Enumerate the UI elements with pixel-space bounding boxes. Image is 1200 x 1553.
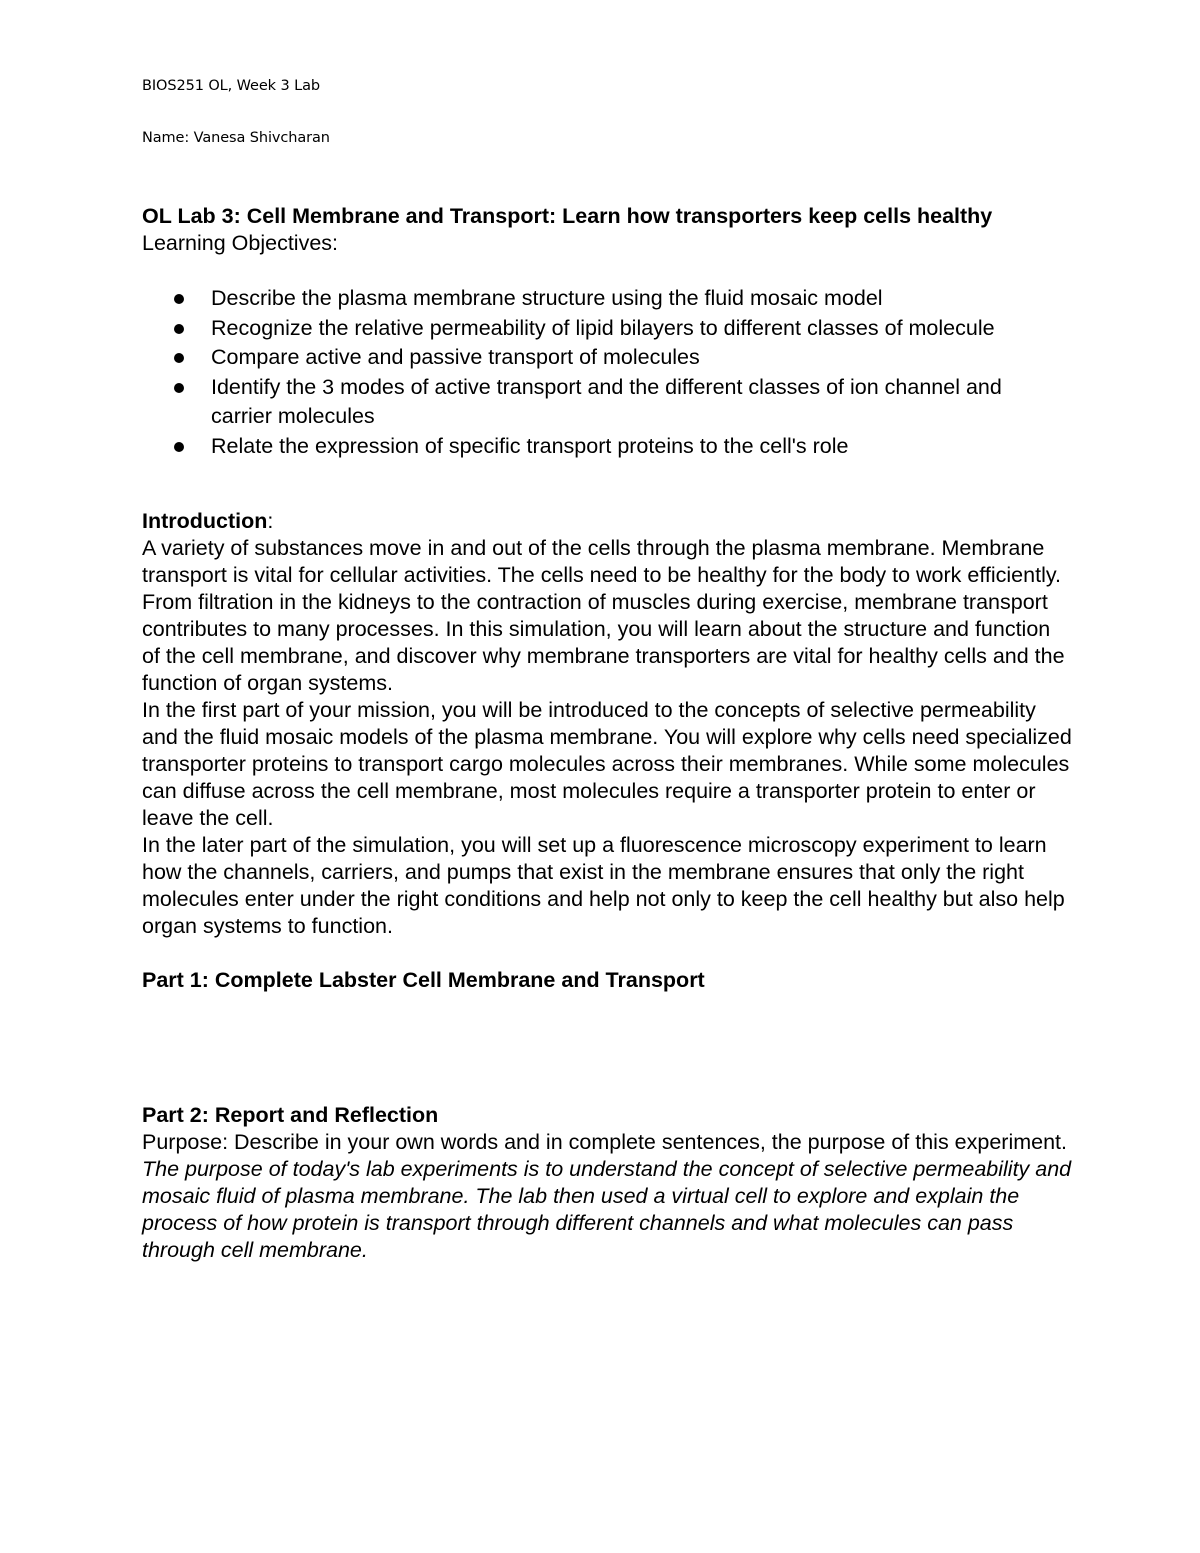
bullet-icon [174, 324, 184, 334]
bullet-icon [174, 383, 184, 393]
intro-paragraph: In the later part of the simulation, you will set up a fluorescence microscopy experiment to learn how the channels, carriers, and pumps that exist in the membrane ensures that only the right molecules enter under the right conditions and help not only to keep the cell healthy but also help organ systems to function. [142, 833, 1065, 938]
introduction-heading [142, 508, 1072, 535]
bullet-icon [174, 442, 184, 452]
list-item [142, 373, 1041, 432]
list-item [142, 284, 1041, 314]
student-name: Name: Vanesa Shivcharan [142, 130, 330, 146]
objectives-label: Learning Objectives: [142, 231, 338, 255]
objective-text: Compare active and passive transport of molecules [211, 345, 700, 369]
document-body [142, 203, 1072, 1264]
objective-text: Relate the expression of specific transport proteins to the cell's role [211, 433, 849, 458]
introduction-colon: : [267, 509, 274, 533]
lab-title: OL Lab 3: Cell Membrane and Transport: Learn how transporters keep cells healthy [142, 204, 993, 228]
course-header: BIOS251 OL, Week 3 Lab [142, 78, 320, 94]
part1-heading: Part 1: Complete Labster Cell Membrane and Transport [142, 968, 705, 992]
list-item [142, 432, 1041, 462]
objective-text: Recognize the relative permeability of lipid bilayers to different classes of molecule [211, 315, 995, 340]
list-item [142, 314, 1041, 344]
purpose-answer: The purpose of today's lab experiments is to understand the concept of selective permeability and mosaic fluid of plasma membrane. The lab then used a virtual cell to explore and explain the process of how protein is transport through different channels and what molecules can pass through cell membrane. [142, 1157, 1072, 1262]
objectives-list [142, 284, 1072, 461]
intro-paragraph: In the first part of your mission, you will be introduced to the concepts of selective permeability and the fluid mosaic models of the plasma membrane. You will explore why cells need specialized transporter proteins to transport cargo molecules across their membranes. While some molecules can diffuse across the cell membrane, most molecules require a transporter protein to enter or leave the cell. [142, 698, 1072, 830]
list-item [142, 343, 1041, 373]
purpose-prompt: Purpose: Describe in your own words and in complete sentences, the purpose of this experiment. [142, 1130, 1067, 1154]
intro-paragraph: A variety of substances move in and out of the cells through the plasma membrane. Membrane transport is vital for cellular activities. The cells need to be healthy for the body to work efficiently. From filtration in the kidneys to the contraction of muscles during exercise, membrane transport contributes to many processes. In this simulation, you will learn about the structure and function of the cell membrane, and discover why membrane transporters are vital for healthy cells and the function of organ systems. [142, 536, 1065, 695]
bullet-icon [174, 294, 184, 304]
part2-heading: Part 2: Report and Reflection [142, 1103, 439, 1127]
objective-text: Describe the plasma membrane structure using the fluid mosaic model [211, 286, 883, 310]
objective-text: Identify the 3 modes of active transport and the different classes of ion channel and carrier molecules [211, 374, 1002, 428]
introduction-heading-text: Introduction [142, 509, 268, 533]
bullet-icon [174, 353, 184, 363]
